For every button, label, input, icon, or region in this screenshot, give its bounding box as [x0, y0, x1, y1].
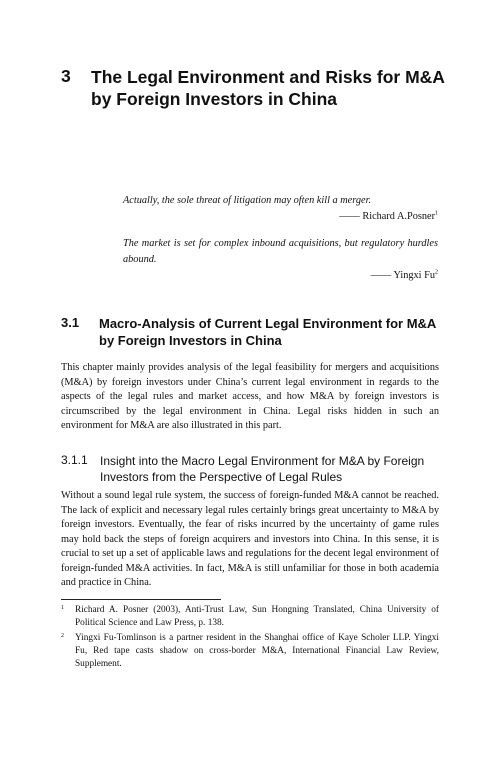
epigraph-attribution: [123, 210, 438, 224]
section-number: 3.1: [61, 315, 80, 330]
epigraph-2: [123, 236, 438, 283]
body-paragraph: Without a sound legal rule system, the success of foreign-funded M&A cannot be reached. The lack of explicit and necessary legal rules certainly brings great uncertainty to M&A by foreign investors. Eventually, the fear of risks incurred by the uncertainty of game rules may hold back the steps of foreign acquirers and investors into China. In this sense, it is crucial to set up a set of applicable laws and regulations for the decent legal environment of foreign-funded M&A activities. In fact, M&A is still unfamiliar for those in both academia and practice in China.: [61, 490, 439, 588]
epigraph-attribution: [123, 269, 438, 283]
epigraph-quote: Actually, the sole threat of litigation may often kill a merger.: [123, 195, 372, 206]
epigraph-quote: The market is set for complex inbound acquisitions, but regulatory hurdles abound.: [123, 238, 438, 265]
epigraph-1: [123, 193, 438, 224]
footnote-ref[interactable]: 1: [435, 210, 438, 217]
footnote-1: [61, 604, 439, 630]
footnote-2: [61, 632, 439, 671]
epigraph-author: —— Yingxi Fu: [370, 270, 435, 281]
footnote-ref[interactable]: 2: [435, 269, 438, 276]
footnote-divider: [61, 599, 221, 600]
footnote-text: Richard A. Posner (2003), Anti-Trust Law, Sun Hongning Translated, China University of Political Science and Law Press, p. 138.: [75, 605, 439, 628]
section-intro-paragraph: This chapter mainly provides analysis of the legal feasibility for mergers and acquisitions (M&A) by foreign investors under China’s current legal environment in regards to the aspects of the legal rules and market access, and how M&A by foreign investors is circumscribed by the legal environment in China. Legal risks hidden in such an environment for M&A are also illustrated in this part.: [61, 362, 439, 431]
chapter-number: 3: [61, 66, 71, 86]
footnote-mark: 1: [61, 605, 64, 611]
footnote-text: Yingxi Fu-Tomlinson is a partner resident in the Shanghai office of Kaye Scholer LLP. Yingxi Fu, Red tape casts shadow on cross-border M&A, International Financial Law Review, Supplement.: [75, 633, 439, 669]
section-title: Macro-Analysis of Current Legal Environment for M&A by Foreign Investors in China: [99, 316, 436, 348]
subsection-title: Insight into the Macro Legal Environment for M&A by Foreign Investors from the Perspective of Legal Rules: [100, 454, 425, 484]
footnote-mark: 2: [61, 633, 64, 639]
epigraph-author: —— Richard A.Posner: [339, 211, 435, 222]
chapter-title: The Legal Environment and Risks for M&A by Foreign Investors in China: [91, 67, 445, 109]
subsection-number: 3.1.1: [61, 453, 88, 467]
